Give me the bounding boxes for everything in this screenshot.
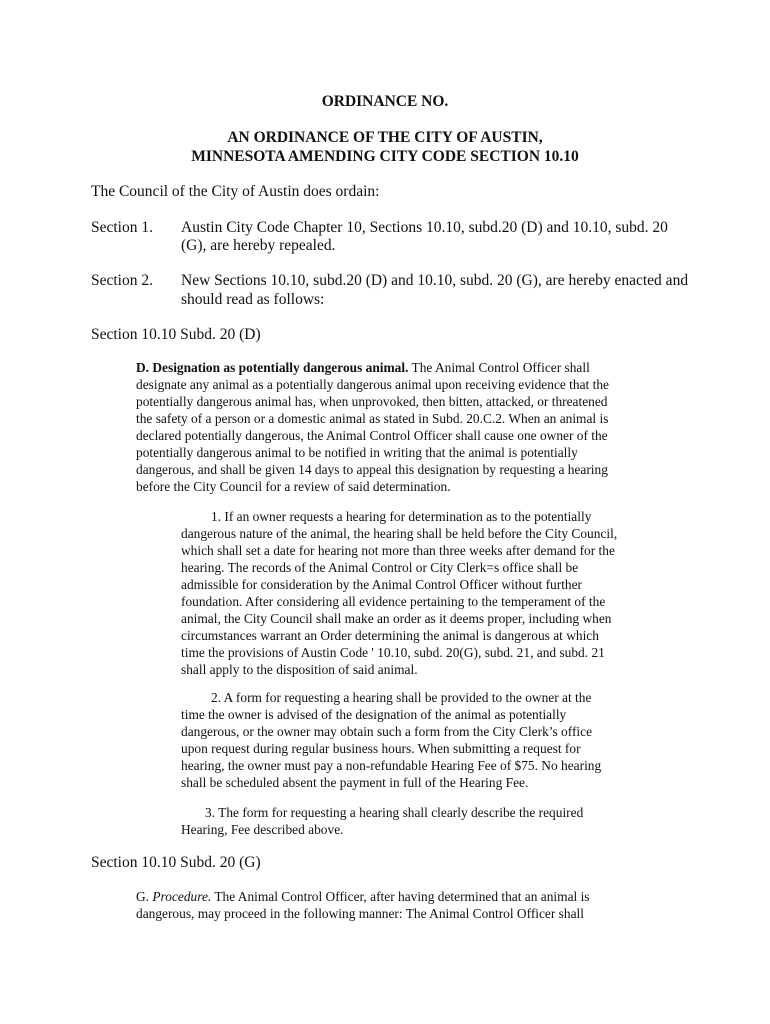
paragraph-d-line: potentially dangerous animal has, when unprovoked, then bitten, attacked, or threatened: [136, 394, 608, 409]
item-1-line: time the provisions of Austin Code ' 10.10, subd. 20(G), subd. 21, and subd. 21: [181, 645, 605, 660]
paragraph-d-lead: D. Designation as potentially dangerous animal.: [136, 360, 409, 375]
item-2-line: hearing, the owner must pay a non-refundable Hearing Fee of $75. No hearing: [181, 758, 602, 773]
paragraph-g-first-line: [136, 888, 590, 905]
subd-g-heading: Section 10.10 Subd. 20 (G): [91, 854, 261, 871]
item-3: [181, 804, 583, 838]
paragraph-g: [136, 888, 590, 922]
section-1-text-line: (G), are hereby repealed.: [181, 237, 336, 254]
item-1-line: animal, the City Council shall make an order as it deems proper, including when: [181, 611, 612, 626]
item-1-line: circumstances warrant an Order determining the animal is dangerous at which: [181, 628, 599, 643]
paragraph-d: [136, 359, 609, 495]
paragraph-g-first-rest: The Animal Control Officer, after having determined that an animal is: [211, 889, 590, 904]
item-1-line: admissible for consideration by the Animal Control Officer without further: [181, 577, 583, 592]
item-1-line: shall apply to the disposition of said animal.: [181, 662, 418, 677]
paragraph-d-line: potentially dangerous animal to be notified in writing that the animal is potentially: [136, 445, 578, 460]
item-2-line: dangerous, or the owner may obtain such a form from the City Clerk’s office: [181, 724, 593, 739]
item-2-line: time the owner is advised of the designation of the animal as potentially: [181, 707, 567, 722]
paragraph-d-first-line: [136, 359, 609, 376]
paragraph-d-line: dangerous, and shall be given 14 days to appeal this designation by requesting a hearing: [136, 462, 608, 477]
item-1-line: 1. If an owner requests a hearing for determination as to the potentially: [211, 509, 592, 524]
item-1-line: dangerous nature of the animal, the hearing shall be held before the City Council,: [181, 526, 618, 541]
item-2-line: 2. A form for requesting a hearing shall be provided to the owner at the: [211, 690, 592, 705]
paragraph-d-first-rest: The Animal Control Officer shall: [408, 360, 590, 375]
section-2-text-line: should read as follows:: [181, 291, 325, 308]
item-2: [181, 689, 601, 791]
paragraph-g-line: dangerous, may proceed in the following manner: The Animal Control Officer shall: [136, 906, 584, 921]
ordinance-title-line-2: MINNESOTA AMENDING CITY CODE SECTION 10.10: [191, 148, 579, 165]
paragraph-g-lead: G.: [136, 889, 153, 904]
paragraph-d-line: the safety of a person or a domestic animal as stated in Subd. 20.C.2. When an animal is: [136, 411, 609, 426]
item-2-line: upon request during regular business hours. When submitting a request for: [181, 741, 581, 756]
item-3-line: Hearing, Fee described above.: [181, 822, 344, 837]
paragraph-d-line: before the City Council for a review of said determination.: [136, 479, 451, 494]
item-1-line: foundation. After considering all evidence pertaining to the temperament of the: [181, 594, 606, 609]
section-1-text-line: Austin City Code Chapter 10, Sections 10.10, subd.20 (D) and 10.10, subd. 20: [181, 219, 668, 236]
ordinance-number: ORDINANCE NO.: [321, 93, 449, 110]
item-1-line: hearing. The records of the Animal Control or City Clerk=s office shall be: [181, 560, 579, 575]
paragraph-d-line: designate any animal as a potentially dangerous animal upon receiving evidence that the: [136, 377, 609, 392]
item-1-line: which shall set a date for hearing not more than three weeks after demand for the: [181, 543, 615, 558]
paragraph-d-line: declared potentially dangerous, the Animal Control Officer shall cause one owner of the: [136, 428, 608, 443]
item-2-line: shall be scheduled absent the payment in full of the Hearing Fee.: [181, 775, 529, 790]
paragraph-g-lead-italic: Procedure.: [152, 889, 212, 904]
ordinance-title-line-1: AN ORDINANCE OF THE CITY OF AUSTIN,: [227, 129, 543, 146]
section-2-label: Section 2.: [91, 272, 153, 289]
section-2-text-line: New Sections 10.10, subd.20 (D) and 10.10, subd. 20 (G), are hereby enacted and: [181, 272, 689, 289]
intro-text: The Council of the City of Austin does ordain:: [91, 183, 380, 200]
item-3-line: 3. The form for requesting a hearing shall clearly describe the required: [205, 805, 584, 820]
section-1-label: Section 1.: [91, 219, 153, 236]
item-1: [181, 508, 617, 678]
subd-d-heading: Section 10.10 Subd. 20 (D): [91, 326, 261, 343]
